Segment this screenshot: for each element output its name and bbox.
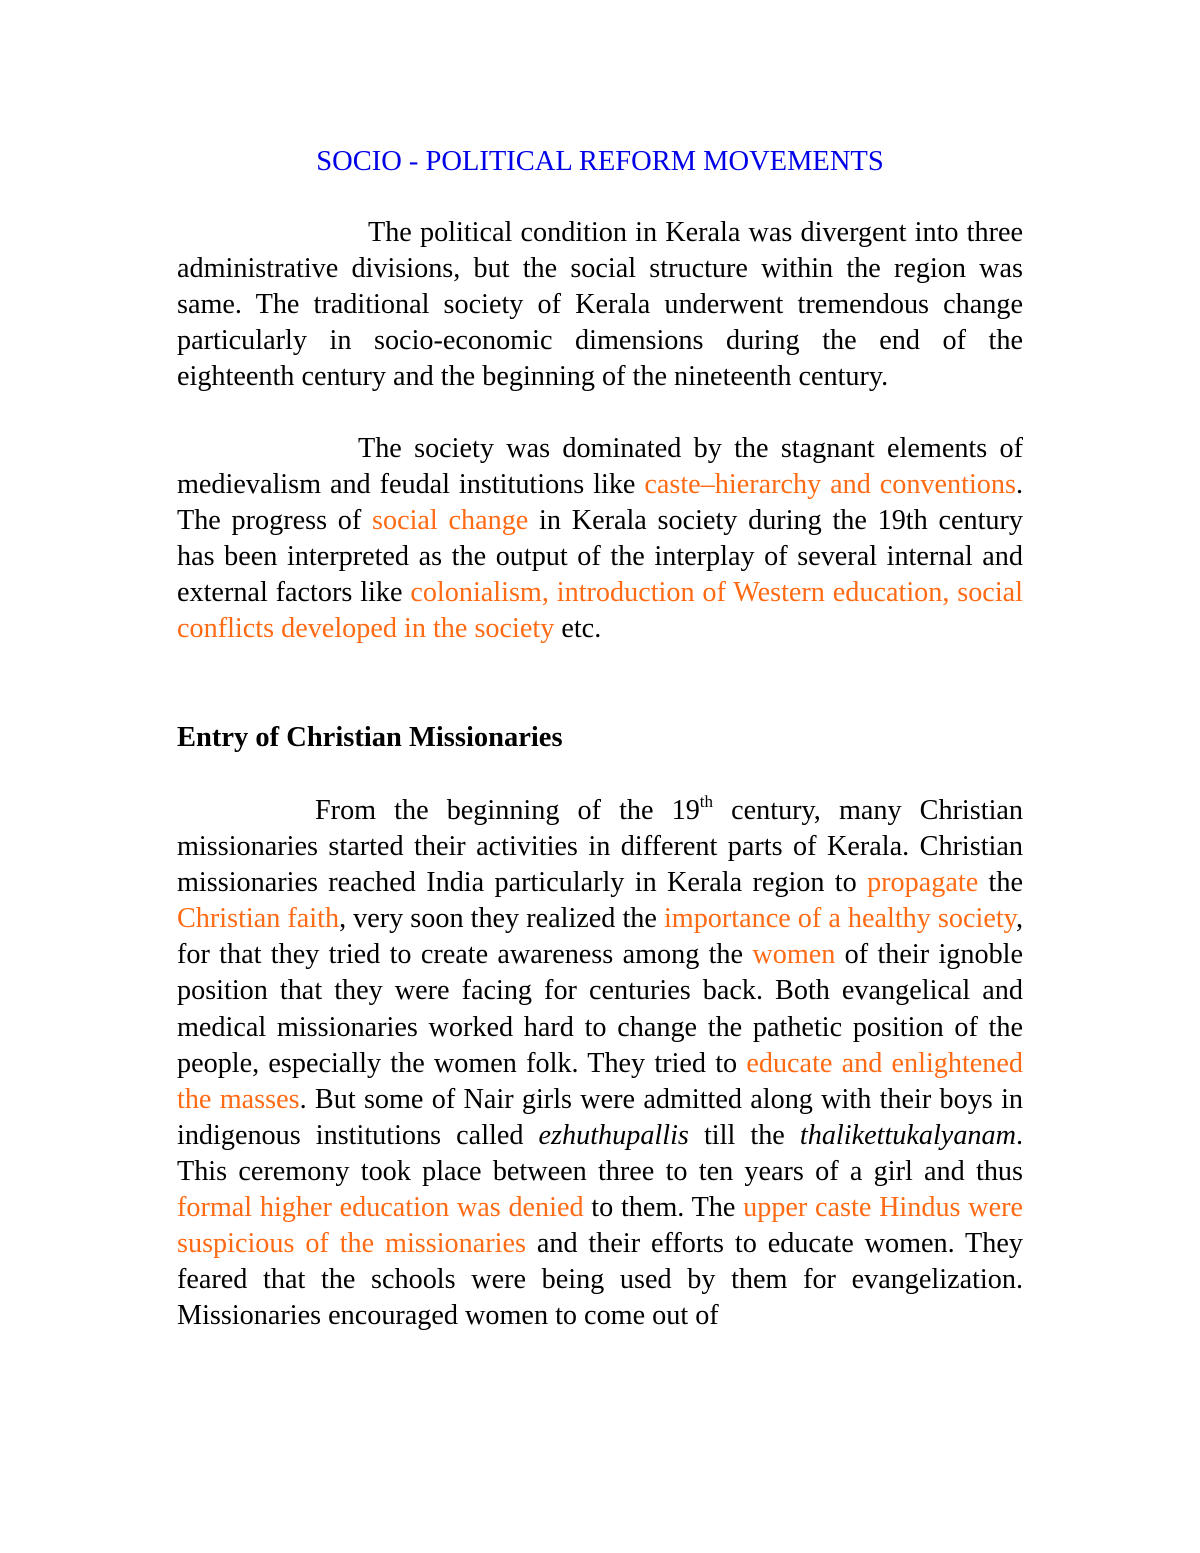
text-run: etc. — [554, 613, 602, 645]
superscript: th — [699, 792, 714, 811]
highlight-propagate: propagate — [867, 867, 979, 899]
text-run: , for that they tried to create awareness among the — [177, 903, 1023, 971]
document-title: SOCIO - POLITICAL REFORM MOVEMENTS — [316, 146, 884, 177]
highlight-educate: educate and enlightened the masses — [177, 1047, 1024, 1115]
text-run: the — [978, 867, 1023, 899]
highlight-education-denied: formal higher education was denied — [177, 1192, 584, 1224]
highlight-christian-faith: Christian faith — [177, 903, 340, 935]
paragraph-political-condition — [177, 215, 1023, 395]
italic-term-ezhuthupallis: ezhuthupallis — [538, 1119, 689, 1151]
text-run: , very soon they realized the — [339, 903, 664, 935]
highlight-factors: colonialism, introduction of Western education, social conflicts developed in the society — [177, 577, 1023, 645]
text-run: to them. The — [583, 1192, 744, 1224]
text-run: till the — [688, 1119, 800, 1151]
highlight-healthy-society: importance of a healthy society — [663, 903, 1016, 935]
italic-term-thalikettukalyanam: thalikettukalyanam — [799, 1119, 1016, 1151]
text-run: and their efforts to educate women. They feared that the schools were being used by them for evangelization. Missionaries encouraged women to come out of — [177, 1228, 1023, 1332]
text-run: . This ceremony took place between three to ten years of a girl and thus — [177, 1119, 1023, 1187]
paragraph-society — [177, 431, 1023, 648]
text-run: The society was dominated by the stagnant elements of medievalism and feudal institutions like — [177, 433, 1023, 501]
text-run: . But some of Nair girls were admitted along with their boys in indigenous institutions called — [177, 1083, 1023, 1151]
text-run: of their ignoble position that they were facing for centuries back. Both evangelical and medical missionaries worked hard to change the pathetic position of the people, especially the women folk. They tried to — [177, 939, 1024, 1079]
section-heading: Entry of Christian Missionaries — [177, 722, 563, 753]
text-run: . The progress of — [177, 469, 1023, 537]
highlight-social-change: social change — [372, 505, 529, 537]
paragraph-missionaries — [177, 793, 1023, 1334]
highlight-caste-hierarchy: caste–hierarchy and conventions — [644, 469, 1016, 501]
text-run: in Kerala society during the 19th century has been interpreted as the output of the interplay of several internal and external factors like — [177, 505, 1023, 609]
highlight-women: women — [752, 939, 836, 971]
highlight-upper-caste: upper caste Hindus were suspicious of the missionaries — [177, 1192, 1024, 1260]
text-run: From the beginning of the 19 — [315, 795, 700, 826]
paragraph-text: The political condition in Kerala was divergent into three administrative divisions, but the social structure within the region was same. The traditional society of Kerala underwent tremendous change particularly in socio-economic dimensions during the end of the eighteenth century and the beginning of the nineteenth century. — [177, 217, 1023, 393]
text-run: century, many Christian missionaries started their activities in different parts of Kerala. Christian missionaries reached India particularly in Kerala region to — [177, 795, 1023, 899]
